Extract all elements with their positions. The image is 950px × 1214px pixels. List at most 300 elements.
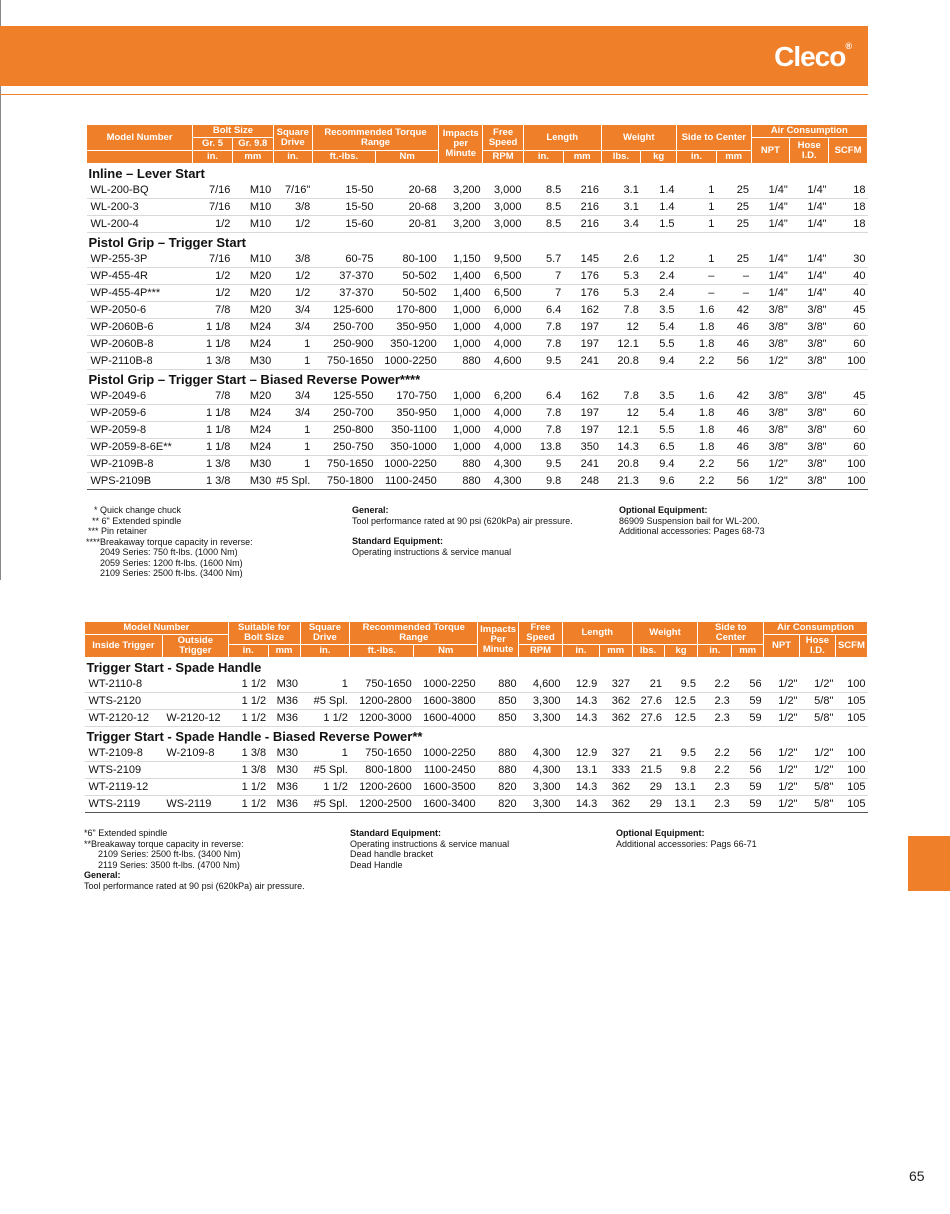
table-cell: 9.5	[664, 745, 698, 762]
col-air-consumption: Air Consumption	[751, 125, 867, 138]
table-cell: 37-370	[312, 268, 375, 285]
footnote: 2049 Series: 750 ft-lbs. (1000 Nm)	[100, 547, 238, 557]
table-cell: 18	[829, 182, 868, 199]
table-cell: M10	[232, 199, 273, 216]
model-cell: WP-2110B-8	[87, 353, 193, 370]
table-cell: 2.3	[698, 779, 732, 796]
table-cell: 800-1800	[350, 762, 414, 779]
table-cell: 1 3/8	[228, 762, 268, 779]
table-cell: 1,000	[439, 319, 483, 336]
table-body	[85, 658, 868, 813]
table1-optional-notes	[619, 505, 765, 537]
table-cell: M36	[268, 710, 300, 727]
table-cell: 241	[563, 456, 601, 473]
footnote: * Quick change chuck	[94, 505, 182, 515]
table-cell: 362	[599, 693, 632, 710]
table-cell: 60	[829, 336, 868, 353]
model-cell: WT-2109-8	[85, 745, 163, 762]
table-cell: 18	[829, 199, 868, 216]
table2-footnotes	[84, 828, 305, 891]
table-cell: 1.4	[641, 182, 677, 199]
table-cell: 1/2"	[764, 745, 800, 762]
table-cell: 2.3	[698, 710, 732, 727]
table-cell: 1.8	[677, 439, 717, 456]
table-cell: M30	[232, 456, 273, 473]
table-cell: 1000-2250	[414, 676, 478, 693]
table-cell: 1/2	[193, 285, 233, 302]
table-cell: 1.8	[677, 405, 717, 422]
table-row	[87, 285, 868, 302]
table-cell: 880	[439, 456, 483, 473]
optional-equipment-line: Additional accessories: Pages 68-73	[619, 526, 765, 536]
table-cell: 2.3	[698, 693, 732, 710]
unit-in: in.	[228, 645, 268, 658]
table-cell: 105	[835, 710, 867, 727]
unit-nm: Nm	[414, 645, 478, 658]
table-row	[85, 796, 868, 813]
table-cell: 12	[601, 319, 641, 336]
table-cell: 14.3	[562, 796, 599, 813]
unit-in: in.	[193, 151, 233, 164]
table-cell: M36	[268, 796, 300, 813]
cleco-logo: Cleco®	[774, 41, 852, 72]
footnote: *** Pin retainer	[88, 526, 148, 536]
table-cell: 1.8	[677, 319, 717, 336]
table-cell: 7/8	[193, 302, 233, 319]
table-cell: 1,000	[439, 405, 483, 422]
table-cell: 1100-2450	[414, 762, 478, 779]
table-cell: 7/16	[193, 199, 233, 216]
table-row	[87, 439, 868, 456]
table-cell: 350-950	[376, 319, 439, 336]
table-row	[85, 745, 868, 762]
table-cell: 2.2	[677, 456, 717, 473]
table-cell: 25	[716, 199, 751, 216]
table-cell: 1 1/8	[193, 336, 233, 353]
table-cell: 1	[273, 353, 312, 370]
table-cell: WS-2119	[162, 796, 228, 813]
unit-in: in.	[562, 645, 599, 658]
table-cell: 3.5	[641, 302, 677, 319]
general-title: General:	[84, 870, 121, 880]
table-cell: 3.5	[641, 388, 677, 405]
table-cell: 162	[563, 388, 601, 405]
header-banner	[0, 26, 868, 86]
table-cell: 3.1	[601, 182, 641, 199]
table-cell: 3.1	[601, 199, 641, 216]
table-cell: 1	[677, 199, 717, 216]
table-cell: 9.8	[664, 762, 698, 779]
table-cell: 14.3	[562, 710, 599, 727]
table-cell: 1.8	[677, 422, 717, 439]
table-cell: 5/8"	[799, 796, 835, 813]
table-cell: 1,400	[439, 285, 483, 302]
table-cell: 1,000	[439, 388, 483, 405]
model-cell: WP-455-4P***	[87, 285, 193, 302]
table-cell: M10	[232, 182, 273, 199]
unit-kg: kg	[664, 645, 698, 658]
col-model-number: Model Number	[87, 125, 193, 151]
table-cell: 880	[439, 353, 483, 370]
table-cell: 1/4"	[751, 251, 790, 268]
table-cell: 2.2	[677, 473, 717, 490]
table-cell: 250-800	[312, 422, 375, 439]
table-row	[85, 762, 868, 779]
col-length: Length	[523, 125, 601, 151]
table-cell: 45	[829, 388, 868, 405]
table-cell: 7	[523, 268, 563, 285]
table-cell: 1 1/2	[228, 676, 268, 693]
col-hose: Hose I.D.	[790, 138, 829, 164]
table-cell: 216	[563, 199, 601, 216]
table-cell: 2.2	[698, 745, 732, 762]
col-torque-range: Recommended Torque Range	[312, 125, 439, 151]
table-cell: 7.8	[523, 422, 563, 439]
section-heading-row	[85, 658, 868, 677]
table-cell: M10	[232, 216, 273, 233]
table-cell: 3,300	[519, 693, 563, 710]
table-cell: 1,400	[439, 268, 483, 285]
table-cell: M24	[232, 319, 273, 336]
table-cell: 100	[835, 676, 867, 693]
table-cell: 327	[599, 676, 632, 693]
col-side-center: Side to Center	[698, 622, 764, 645]
table-cell: 1,000	[439, 439, 483, 456]
model-cell: WP-2059-8-6E**	[87, 439, 193, 456]
table-cell: 850	[478, 693, 519, 710]
table-cell: 1/4"	[790, 268, 829, 285]
table-cell: 13.8	[523, 439, 563, 456]
col-model-number: Model Number	[85, 622, 229, 635]
section-title: Trigger Start - Spade Handle - Biased Reverse Power**	[86, 728, 423, 744]
table-row	[87, 216, 868, 233]
standard-equipment-line: Operating instructions & service manual	[350, 838, 510, 849]
table-cell: 1/4"	[790, 285, 829, 302]
table-cell: 9.5	[523, 353, 563, 370]
col-square-drive: Square Drive	[273, 125, 312, 151]
table-cell: 60	[829, 405, 868, 422]
table-cell: 20.8	[601, 456, 641, 473]
table-cell: 750-1650	[350, 745, 414, 762]
table-cell: 125-600	[312, 302, 375, 319]
table-cell: –	[716, 268, 751, 285]
table-cell	[162, 779, 228, 796]
unit-in: in.	[273, 151, 312, 164]
table-cell: 1	[273, 456, 312, 473]
table-cell: 7.8	[523, 405, 563, 422]
table-row	[87, 336, 868, 353]
table-cell: M30	[232, 353, 273, 370]
table-cell: 1600-4000	[414, 710, 478, 727]
header-rule	[0, 94, 868, 95]
table-cell: 60	[829, 439, 868, 456]
table-cell: 1/4"	[751, 268, 790, 285]
table-cell: 3/8"	[790, 422, 829, 439]
table-cell: 1	[677, 182, 717, 199]
table-cell: M24	[232, 336, 273, 353]
table-cell: 1/2	[193, 268, 233, 285]
table-cell: 1 1/2	[300, 710, 350, 727]
table-cell: 162	[563, 302, 601, 319]
table-cell: 1.5	[641, 216, 677, 233]
table-cell: 750-1650	[350, 676, 414, 693]
model-cell: WP-2059-8	[87, 422, 193, 439]
table-cell: 60	[829, 319, 868, 336]
table-cell: 20-81	[376, 216, 439, 233]
model-cell: WT-2119-12	[85, 779, 163, 796]
table-cell: 56	[716, 473, 751, 490]
table-cell: 1	[300, 676, 350, 693]
table-cell: #5 Spl.	[300, 693, 350, 710]
col-npt: NPT	[751, 138, 790, 164]
table-cell: 37-370	[312, 285, 375, 302]
table-cell: 13.1	[664, 779, 698, 796]
table-cell: 20.8	[601, 353, 641, 370]
footnote: ****Breakaway torque capacity in reverse:	[86, 536, 253, 547]
col-free-speed: Free Speed	[519, 622, 563, 645]
table-cell: 7	[523, 285, 563, 302]
col-scfm: SCFM	[835, 635, 867, 658]
table-row	[85, 693, 868, 710]
table-cell: 100	[835, 762, 867, 779]
section-heading-row	[87, 164, 868, 183]
table-cell: 8.5	[523, 182, 563, 199]
table-cell: 46	[716, 336, 751, 353]
table-cell: 9,500	[483, 251, 524, 268]
table-cell: 6,500	[483, 285, 524, 302]
table-cell: M24	[232, 405, 273, 422]
table-cell: 3/8"	[751, 405, 790, 422]
table-cell: 3/4	[273, 302, 312, 319]
table-cell: 1	[273, 336, 312, 353]
table-cell: 29	[632, 796, 664, 813]
table-cell: 3/8"	[790, 353, 829, 370]
table-cell: 5/8"	[799, 693, 835, 710]
table-cell: 1200-2800	[350, 693, 414, 710]
standard-equipment-text: Operating instructions & service manual	[352, 546, 512, 557]
table-row	[87, 199, 868, 216]
table-cell: 12.5	[664, 710, 698, 727]
table-cell: 1/2"	[764, 762, 800, 779]
table-row	[87, 251, 868, 268]
table-cell: 3/8"	[790, 336, 829, 353]
table-cell: 13.1	[664, 796, 698, 813]
col-length: Length	[562, 622, 632, 645]
table-cell: 3/8"	[790, 302, 829, 319]
table-cell: 1.8	[677, 336, 717, 353]
table-cell: 3/4	[273, 319, 312, 336]
table-cell: 80-100	[376, 251, 439, 268]
table-cell: 750-1650	[312, 353, 375, 370]
col-torque-range: Recommended Torque Range	[350, 622, 478, 645]
footnote: 2109 Series: 2500 ft-lbs. (3400 Nm)	[98, 849, 241, 859]
table-cell: M20	[232, 268, 273, 285]
table-cell: 4,000	[483, 336, 524, 353]
table-cell: M36	[268, 693, 300, 710]
table-cell: 14.3	[562, 779, 599, 796]
col-weight: Weight	[632, 622, 698, 645]
table-cell: 12.1	[601, 422, 641, 439]
table-cell: 3,000	[483, 182, 524, 199]
table-row	[87, 353, 868, 370]
table-cell: 60-75	[312, 251, 375, 268]
col-outside-trigger: Outside Trigger	[162, 635, 228, 658]
table-cell: 18	[829, 216, 868, 233]
table-cell: 1,150	[439, 251, 483, 268]
table-cell: –	[677, 268, 717, 285]
table-cell: 1/2"	[799, 676, 835, 693]
table-cell: M36	[268, 779, 300, 796]
footnote: 2109 Series: 2500 ft-lbs. (3400 Nm)	[100, 568, 243, 578]
model-cell: WP-2050-6	[87, 302, 193, 319]
table-cell: 3,000	[483, 199, 524, 216]
table-cell: 1/2"	[764, 693, 800, 710]
table-cell: 2.3	[698, 796, 732, 813]
table-cell: 4,600	[483, 353, 524, 370]
table-cell: 1/2"	[799, 762, 835, 779]
table-cell: 4,000	[483, 439, 524, 456]
table-cell: 105	[835, 779, 867, 796]
table-cell: 40	[829, 285, 868, 302]
table-cell: 241	[563, 353, 601, 370]
footnote: *6" Extended spindle	[84, 828, 168, 838]
table-cell: 9.5	[664, 676, 698, 693]
table-cell: 25	[716, 251, 751, 268]
table-cell: 1	[677, 251, 717, 268]
unit-in: in.	[523, 151, 563, 164]
table-cell: 4,300	[519, 762, 563, 779]
table-cell: 250-900	[312, 336, 375, 353]
optional-equipment-title: Optional Equipment:	[619, 505, 708, 515]
table-cell: 7.8	[523, 336, 563, 353]
table-cell: 56	[716, 353, 751, 370]
table-cell: 1/2	[273, 285, 312, 302]
col-free-speed: Free Speed	[483, 125, 524, 151]
col-hose: Hose I.D.	[799, 635, 835, 658]
unit-rpm: RPM	[483, 151, 524, 164]
section-heading-row	[87, 233, 868, 252]
table-cell: 3.4	[601, 216, 641, 233]
table-cell: 56	[732, 762, 764, 779]
col-weight: Weight	[601, 125, 677, 151]
table-cell: 750-1800	[312, 473, 375, 490]
spec-table-spade-handle	[84, 621, 868, 813]
table-cell: 100	[829, 473, 868, 490]
page-number: 65	[909, 1168, 925, 1184]
table-cell: 1/4"	[751, 199, 790, 216]
table-cell: 20-68	[376, 182, 439, 199]
section-title: Pistol Grip – Trigger Start – Biased Reverse Power****	[88, 371, 421, 387]
table2-optional-notes	[616, 828, 757, 849]
table-cell: 8.5	[523, 216, 563, 233]
table-cell: 1/4"	[790, 182, 829, 199]
table-cell: 3/8"	[751, 388, 790, 405]
table-cell: 1200-2600	[350, 779, 414, 796]
table-cell: 1600-3500	[414, 779, 478, 796]
table-cell: 1	[273, 439, 312, 456]
table-cell: 15-50	[312, 182, 375, 199]
table-cell: 6.4	[523, 302, 563, 319]
table-row	[87, 302, 868, 319]
table-cell: 3,200	[439, 216, 483, 233]
table-cell: 250-700	[312, 319, 375, 336]
table-cell: 1600-3400	[414, 796, 478, 813]
table-cell: 333	[599, 762, 632, 779]
table-cell: M30	[268, 745, 300, 762]
table-cell: 2.4	[641, 285, 677, 302]
col-square-drive: Square Drive	[300, 622, 350, 645]
model-cell: WL-200-4	[87, 216, 193, 233]
table-cell: 12.9	[562, 676, 599, 693]
table-cell: 2.2	[698, 676, 732, 693]
table-cell: 1/2"	[764, 676, 800, 693]
table-cell: 1/4"	[751, 285, 790, 302]
table-cell: #5 Spl.	[300, 762, 350, 779]
table-cell: 1 3/8	[193, 353, 233, 370]
table-cell: 350-1200	[376, 336, 439, 353]
table-cell: 1 1/8	[193, 422, 233, 439]
table-cell: 3,000	[483, 216, 524, 233]
table-cell: 7/16	[193, 182, 233, 199]
unit-rpm: RPM	[519, 645, 563, 658]
table-cell: 2.4	[641, 268, 677, 285]
table-cell: –	[677, 285, 717, 302]
table-cell: 5.7	[523, 251, 563, 268]
model-cell: WTS-2109	[85, 762, 163, 779]
table-cell: 820	[478, 796, 519, 813]
table-cell: 1 3/8	[193, 473, 233, 490]
spec-table-pistol-inline	[86, 124, 868, 490]
table-cell	[162, 693, 228, 710]
unit-lbs: lbs.	[601, 151, 641, 164]
table-cell: 176	[563, 268, 601, 285]
table1-general-notes	[352, 505, 573, 557]
table-cell: 250-750	[312, 439, 375, 456]
table-cell: 145	[563, 251, 601, 268]
table-cell: 4,000	[483, 319, 524, 336]
table-cell: 1.2	[641, 251, 677, 268]
table-cell: 3/8	[273, 251, 312, 268]
table-cell: 27.6	[632, 693, 664, 710]
table-cell: M20	[232, 388, 273, 405]
model-cell: WP-2049-6	[87, 388, 193, 405]
table-cell: 1 1/8	[193, 319, 233, 336]
table-cell: 350	[563, 439, 601, 456]
table-cell: 3/8"	[790, 388, 829, 405]
model-cell: WP-2060B-8	[87, 336, 193, 353]
table-cell: 46	[716, 422, 751, 439]
table-cell: M24	[232, 422, 273, 439]
section-title: Pistol Grip – Trigger Start	[88, 234, 246, 250]
footnote: **Breakaway torque capacity in reverse:	[84, 838, 244, 849]
table-cell: 9.8	[523, 473, 563, 490]
table-cell: 6,500	[483, 268, 524, 285]
table-cell: 216	[563, 216, 601, 233]
table-cell: 3/4	[273, 405, 312, 422]
table-cell: 176	[563, 285, 601, 302]
table-cell: 3,300	[519, 710, 563, 727]
table-cell: W-2109-8	[162, 745, 228, 762]
unit-mm: mm	[268, 645, 300, 658]
table-cell: 3,200	[439, 182, 483, 199]
table-cell: 362	[599, 796, 632, 813]
col-side-center: Side to Center	[677, 125, 751, 151]
table-cell: 1/2"	[764, 796, 800, 813]
general-text: Tool performance rated at 90 psi (620kPa) air pressure.	[352, 515, 573, 526]
table-cell: 1,000	[439, 422, 483, 439]
table-cell: 3,200	[439, 199, 483, 216]
model-cell: WP-2059-6	[87, 405, 193, 422]
